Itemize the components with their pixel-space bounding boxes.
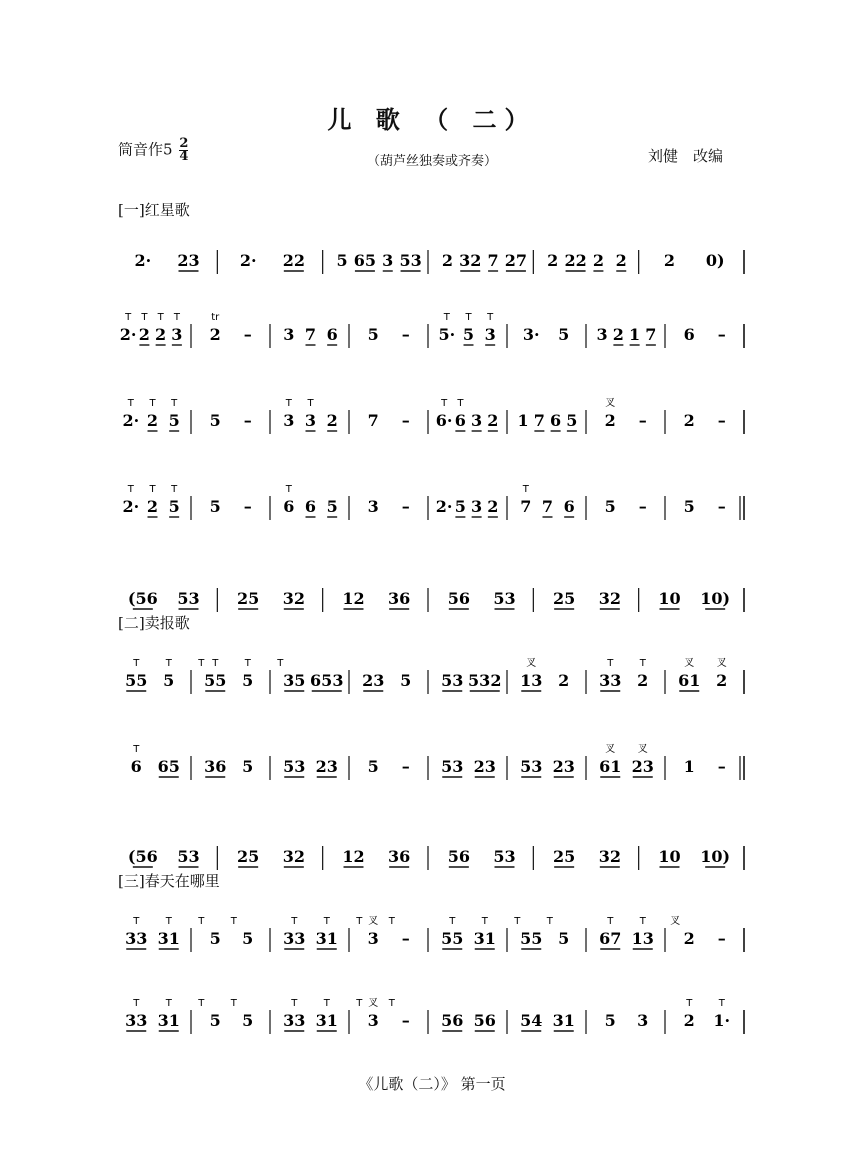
note: 22 (564, 251, 587, 270)
note: 5 (367, 325, 379, 344)
ornament-mark: T (388, 916, 395, 927)
ornament-mark: 叉 (605, 398, 616, 409)
note: 7 (541, 497, 554, 516)
note: 2 (663, 251, 676, 270)
note: 56 (441, 1011, 464, 1030)
ornament-mark: T (639, 916, 646, 927)
note: 6 (304, 497, 317, 516)
ornament-mark: T (291, 916, 298, 927)
note: 23 (631, 757, 654, 776)
note: 2 (683, 1011, 695, 1030)
ornament-mark: T (481, 916, 488, 927)
ornament-mark: 叉 (526, 658, 537, 669)
note: 2· (239, 251, 257, 270)
ornament-mark: T (127, 484, 134, 495)
note: 32 (459, 251, 482, 270)
note: 56 (447, 847, 470, 866)
note: 653 (310, 671, 344, 690)
note: – (401, 757, 410, 776)
ornament-mark: T (133, 744, 140, 755)
note: 5 (462, 325, 475, 344)
note: 6 (683, 325, 695, 344)
arranger-credit: 刘健 改编 (648, 147, 724, 165)
note: 2· (122, 497, 140, 516)
ornament-mark: T (686, 998, 693, 1009)
note: 32 (282, 589, 305, 608)
note: 33 (125, 1011, 148, 1030)
note: 25 (237, 847, 260, 866)
note: 2 (558, 671, 570, 690)
note: 1 (683, 757, 695, 776)
note: 33 (599, 671, 622, 690)
note: 2 (716, 671, 728, 690)
note: 6 (563, 497, 575, 516)
note: 5 (367, 757, 379, 776)
note: 22 (282, 251, 305, 270)
note: 25 (553, 847, 576, 866)
note: 55 (204, 671, 227, 690)
note: – (401, 497, 410, 516)
ornament-mark: T (277, 658, 284, 669)
note: 5 (209, 497, 221, 516)
ornament-mark: T (230, 916, 237, 927)
note: 56 (447, 589, 470, 608)
ornament-mark: T (607, 658, 614, 669)
note: 10 (658, 847, 681, 866)
ornament-mark: T (198, 658, 205, 669)
note: 2 (592, 251, 604, 270)
ornament-mark: T (285, 398, 292, 409)
note: 3 (367, 929, 379, 948)
note: 53 (177, 847, 200, 866)
note: 32 (282, 847, 305, 866)
note: 53 (441, 757, 464, 776)
note: 3 (171, 325, 183, 344)
subtitle: （葫芦丝独奏或齐奏） (366, 154, 497, 169)
note: 53 (441, 671, 464, 690)
note: 3 (484, 325, 496, 344)
note: 53 (493, 589, 516, 608)
notation-svg (112, 560, 752, 620)
note: 7 (367, 411, 379, 430)
note: 27 (504, 251, 528, 270)
ornament-mark: 叉 (605, 744, 616, 755)
ornament-mark: T (230, 998, 237, 1009)
note: 532 (468, 671, 502, 690)
ornament-mark: 叉 (637, 744, 648, 755)
ornament-mark: T (198, 998, 205, 1009)
note: 2· (435, 497, 453, 516)
note: 5 (604, 1011, 616, 1030)
note: 6 (130, 757, 142, 776)
note: 55 (125, 671, 148, 690)
note: 5 (558, 325, 570, 344)
note: – (638, 497, 647, 516)
ornament-mark: T (487, 312, 494, 323)
key-label: 筒音作5 (118, 140, 173, 159)
note: 53 (177, 589, 200, 608)
time-denominator: 4 (179, 149, 189, 164)
notation-svg (112, 982, 752, 1042)
ornament-mark: T (323, 998, 330, 1009)
note: 6 (454, 411, 466, 430)
note: 23 (362, 671, 385, 690)
ornament-mark: T (165, 658, 172, 669)
note: 54 (520, 1011, 543, 1030)
note: 31 (157, 929, 180, 948)
note: 3 (367, 1011, 379, 1030)
note: 2 (487, 497, 499, 516)
note: 5 (168, 497, 180, 516)
ornament-mark: 叉 (368, 998, 379, 1009)
note: 5 (209, 411, 221, 430)
note: 53 (283, 757, 306, 776)
note: 2 (138, 325, 150, 344)
ornament-mark: 叉 (684, 658, 695, 669)
note: – (717, 325, 726, 344)
ornament-mark: T (165, 998, 172, 1009)
note: 7 (645, 325, 657, 344)
note: 10) (700, 589, 731, 608)
ornament-mark: T (171, 398, 178, 409)
note: 5 (209, 929, 221, 948)
note: 7 (304, 325, 317, 344)
note: 23 (315, 757, 338, 776)
ornament-mark: T (323, 916, 330, 927)
ornament-mark: T (133, 916, 140, 927)
note: 23 (473, 757, 496, 776)
ornament-mark: 叉 (716, 658, 727, 669)
ornament-mark: T (149, 484, 156, 495)
note: – (401, 411, 410, 430)
note: 6· (435, 411, 453, 430)
note: 3 (471, 497, 483, 516)
note: 3 (471, 411, 483, 430)
score-line (112, 900, 752, 960)
ornament-mark: T (244, 658, 251, 669)
note: 53 (493, 847, 516, 866)
section-label-2: [二]卖报歌 (118, 614, 190, 632)
ornament-mark: T (522, 484, 529, 495)
ornament-mark: T (212, 658, 219, 669)
note: 2 (615, 251, 627, 270)
note: 23 (552, 757, 575, 776)
note: 65 (353, 251, 377, 270)
note: 2 (547, 251, 559, 270)
note: – (717, 929, 726, 948)
note: – (638, 411, 647, 430)
page-footer: 《儿歌（二）》 第一页 (358, 1075, 506, 1093)
note: 25 (553, 589, 576, 608)
note: 2 (146, 497, 159, 516)
note: 2 (683, 929, 695, 948)
note: 53 (399, 251, 422, 270)
score-line (112, 560, 752, 620)
ornament-mark: tr (211, 312, 220, 323)
ornament-mark: T (157, 312, 164, 323)
note: (56 (127, 847, 158, 866)
note: 3 (637, 1011, 649, 1030)
note: 1 (517, 411, 529, 430)
score-line (112, 222, 752, 282)
note: 10 (658, 589, 681, 608)
note: 5 (683, 497, 695, 516)
note: 36 (388, 847, 411, 866)
note: 0) (705, 251, 725, 270)
ornament-mark: T (718, 998, 725, 1009)
ornament-mark: T (173, 312, 180, 323)
note: 25 (237, 589, 260, 608)
ornament-mark: T (307, 398, 314, 409)
score-line (112, 982, 752, 1042)
note: 3 (596, 325, 608, 344)
note: 2 (146, 411, 159, 430)
note: 1· (713, 1011, 731, 1030)
note: 3 (283, 325, 295, 344)
section-label-1: [一]红星歌 (118, 201, 190, 219)
note: 23 (177, 251, 200, 270)
notation-svg (112, 728, 752, 788)
note: 3 (382, 251, 394, 270)
note: (56 (127, 589, 158, 608)
note: 5 (336, 251, 348, 270)
note: 2 (487, 411, 499, 430)
note: 1 (629, 325, 641, 344)
note: 2 (612, 325, 624, 344)
note: 2 (637, 671, 649, 690)
note: 7 (487, 251, 499, 270)
note: 55 (441, 929, 464, 948)
ornament-mark: T (356, 998, 363, 1009)
note: 35 (283, 671, 306, 690)
note: – (401, 325, 410, 344)
note: 2 (209, 325, 221, 344)
note: 56 (473, 1011, 496, 1030)
ornament-mark: T (356, 916, 363, 927)
ornament-mark: T (141, 312, 148, 323)
ornament-mark: T (149, 398, 156, 409)
note: 3· (522, 325, 540, 344)
ornament-mark: T (443, 312, 450, 323)
note: 33 (283, 929, 306, 948)
note: 3 (283, 411, 295, 430)
score-line (112, 296, 752, 356)
ornament-mark: T (546, 916, 553, 927)
ornament-mark: T (127, 398, 134, 409)
ornament-mark: 叉 (670, 916, 681, 927)
notation-svg (112, 222, 752, 282)
note: 5· (438, 325, 456, 344)
note: 5 (242, 671, 254, 690)
note: – (717, 411, 726, 430)
note: 12 (342, 589, 365, 608)
note: 2 (326, 411, 338, 430)
notation-svg (112, 818, 752, 878)
notation-svg (112, 900, 752, 960)
note: 36 (388, 589, 411, 608)
note: 53 (520, 757, 543, 776)
note: 5 (242, 1011, 254, 1030)
note: 2 (604, 411, 616, 430)
ornament-mark: T (133, 998, 140, 1009)
note: 67 (599, 929, 622, 948)
note: – (401, 929, 410, 948)
note: 5 (326, 497, 338, 516)
ornament-mark: T (441, 398, 448, 409)
note: 2 (155, 325, 167, 344)
notation-svg (112, 642, 752, 702)
note: 33 (283, 1011, 306, 1030)
score-line (112, 818, 752, 878)
note: 31 (315, 929, 338, 948)
score-line (112, 642, 752, 702)
note: 5 (209, 1011, 221, 1030)
score-line (112, 468, 752, 528)
page-title: 儿 歌 （ 二） (327, 105, 537, 134)
note: 2· (119, 325, 137, 344)
note: 31 (157, 1011, 180, 1030)
note: 12 (342, 847, 365, 866)
section-label-3: [三]春天在哪里 (118, 872, 220, 890)
note: 2· (134, 251, 152, 270)
note: – (401, 1011, 410, 1030)
note: 6 (326, 325, 338, 344)
ornament-mark: T (171, 484, 178, 495)
note: 5 (168, 411, 180, 430)
note: 7 (520, 497, 532, 516)
note: 31 (315, 1011, 338, 1030)
ornament-mark: T (133, 658, 140, 669)
ornament-mark: T (285, 484, 292, 495)
ornament-mark: T (607, 916, 614, 927)
note: 2 (683, 411, 695, 430)
note: 5 (242, 757, 254, 776)
note: 2 (441, 251, 453, 270)
note: 31 (473, 929, 496, 948)
note: 10) (700, 847, 731, 866)
ornament-mark: T (388, 998, 395, 1009)
note: 2· (122, 411, 140, 430)
ornament-mark: T (198, 916, 205, 927)
note: 61 (599, 757, 622, 776)
note: 5 (604, 497, 616, 516)
note: 32 (598, 847, 621, 866)
note: 33 (125, 929, 148, 948)
notation-svg (112, 296, 752, 356)
ornament-mark: T (291, 998, 298, 1009)
ornament-mark: T (457, 398, 464, 409)
ornament-mark: T (165, 916, 172, 927)
note: 7 (533, 411, 545, 430)
ornament-mark: T (125, 312, 132, 323)
note: 3 (304, 411, 317, 430)
note: 5 (400, 671, 412, 690)
note: – (243, 325, 252, 344)
time-numerator: 2 (179, 136, 189, 151)
ornament-mark: T (514, 916, 521, 927)
note: 32 (598, 589, 621, 608)
note: 61 (678, 671, 701, 690)
note: 36 (204, 757, 227, 776)
note: 6 (283, 497, 295, 516)
note: 5 (454, 497, 466, 516)
score-line (112, 382, 752, 442)
note: – (243, 497, 252, 516)
ornament-mark: T (449, 916, 456, 927)
notation-svg (112, 382, 752, 442)
note: 5 (242, 929, 254, 948)
note: 31 (552, 1011, 575, 1030)
note: 5 (566, 411, 578, 430)
note: 3 (367, 497, 379, 516)
ornament-mark: 叉 (368, 916, 379, 927)
score-line (112, 728, 752, 788)
ornament-mark: T (639, 658, 646, 669)
note: – (717, 497, 726, 516)
ornament-mark: T (465, 312, 472, 323)
note: 55 (520, 929, 543, 948)
note: 5 (163, 671, 175, 690)
notation-svg (112, 468, 752, 528)
note: – (243, 411, 252, 430)
note: 6 (550, 411, 562, 430)
note: 13 (520, 671, 543, 690)
note: 5 (558, 929, 570, 948)
note: – (717, 757, 726, 776)
note: 65 (157, 757, 180, 776)
note: 13 (631, 929, 654, 948)
